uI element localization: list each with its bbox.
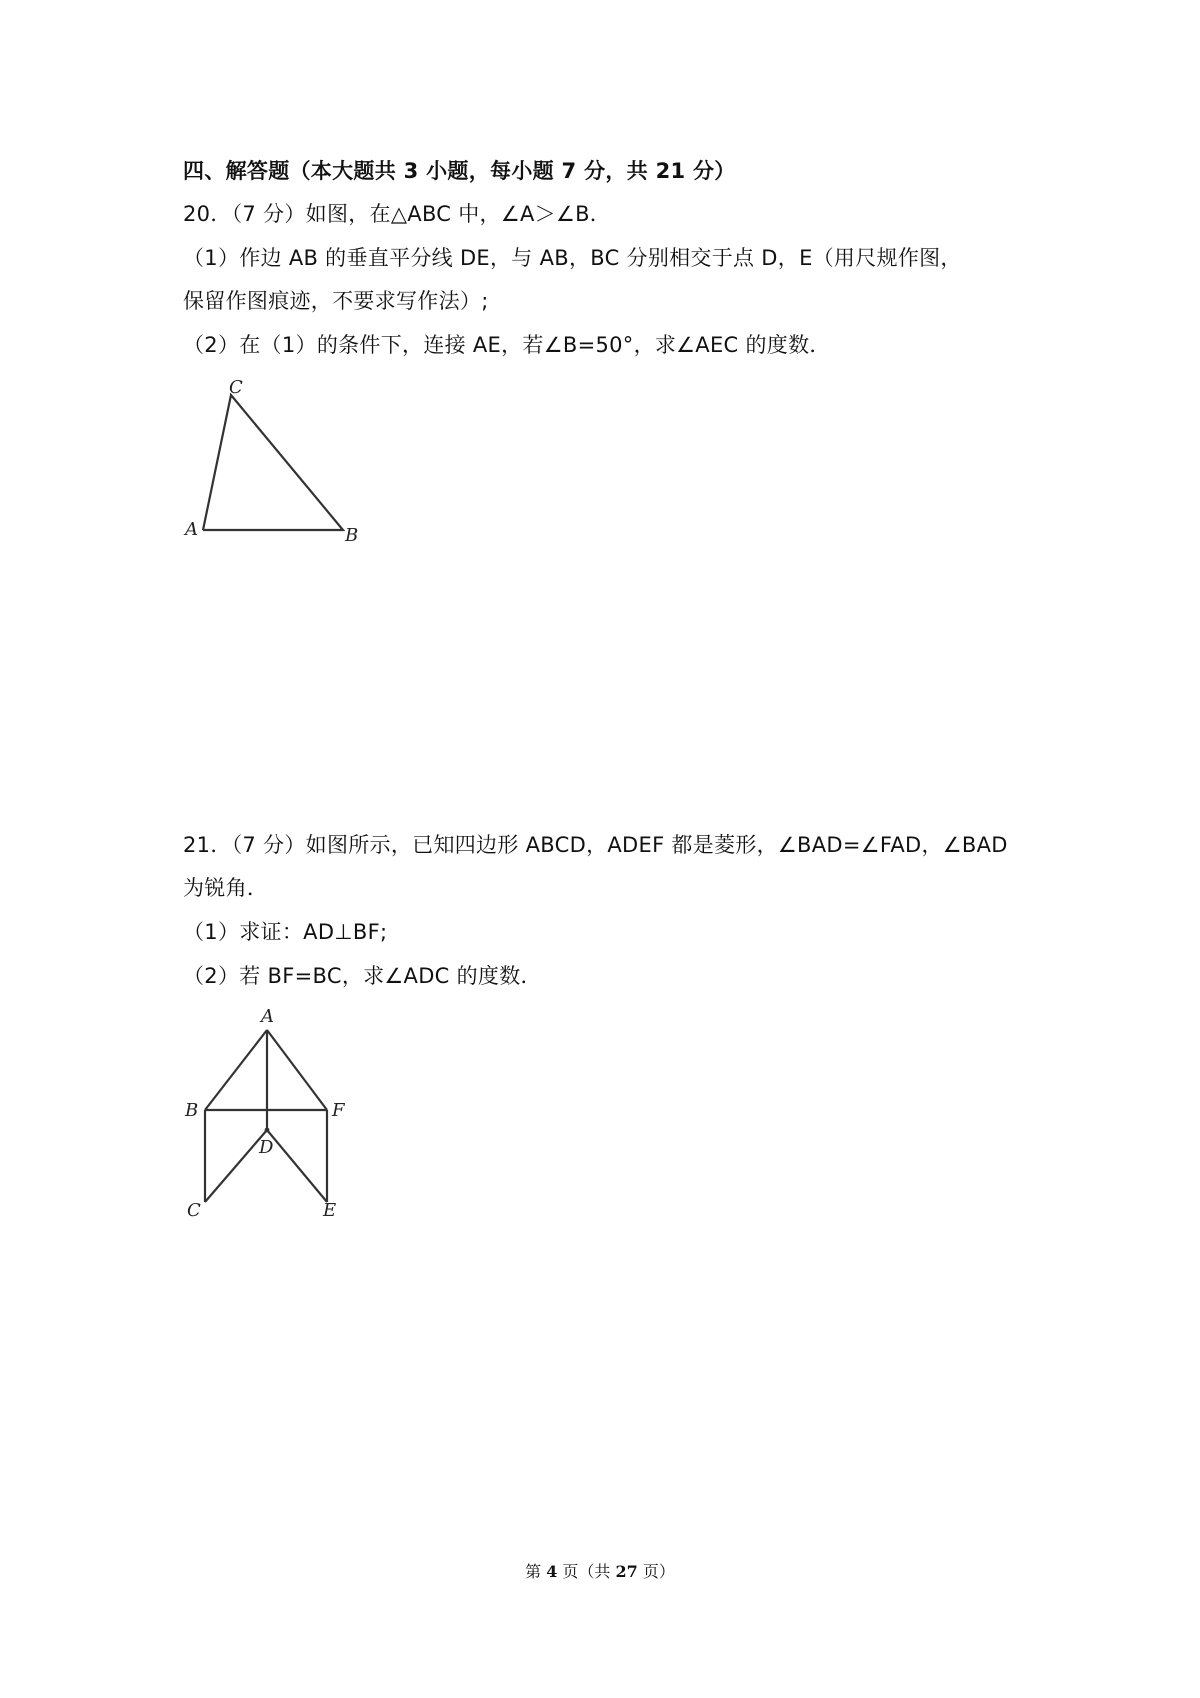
footer-page-number: 4 [546, 1562, 558, 1581]
label-f: F [332, 1100, 345, 1121]
label-e: E [323, 1200, 337, 1221]
label-a: A [185, 519, 198, 540]
triangle-abc [203, 395, 343, 530]
section-heading: 四、解答题（本大题共 3 小题，每小题 7 分，共 21 分） [183, 159, 736, 183]
label-b: B [185, 1100, 199, 1121]
q20-part1-line2: 保留作图痕迹，不要求写作法）; [183, 289, 489, 313]
footer-prefix: 第 [525, 1562, 542, 1581]
label-c: C [187, 1200, 201, 1221]
label-d: D [259, 1137, 274, 1158]
label-c: C [229, 380, 243, 398]
footer-middle: 页（共 [562, 1562, 611, 1581]
q21-rhombus-figure [175, 1000, 355, 1229]
q21-rhombus-svg [175, 1000, 355, 1225]
label-a: A [261, 1006, 274, 1027]
segment-de [267, 1130, 327, 1202]
q20-triangle-figure [175, 380, 375, 564]
segment-ab [205, 1030, 267, 1110]
label-b: B [345, 525, 359, 546]
footer-total-pages: 27 [615, 1562, 638, 1581]
segment-dc [205, 1130, 267, 1202]
footer-suffix: 页） [642, 1562, 675, 1581]
segment-af [267, 1030, 327, 1110]
q21-stem-line1: 21．（7 分）如图所示，已知四边形 ABCD，ADEF 都是菱形，∠BAD=∠FAD，∠BAD [183, 833, 1008, 857]
q20-part2: （2）在（1）的条件下，连接 AE，若∠B=50°，求∠AEC 的度数． [183, 333, 831, 357]
page-footer [0, 1562, 1200, 1582]
point-d [265, 1128, 270, 1133]
q21-stem-line2: 为锐角． [183, 876, 269, 900]
q20-stem: 20．（7 分）如图，在△ABC 中，∠A＞∠B． [183, 202, 612, 226]
q20-triangle-svg [175, 380, 375, 560]
q20-part1-line1: （1）作边 AB 的垂直平分线 DE，与 AB，BC 分别相交于点 D，E（用尺规作图， [183, 246, 962, 270]
q21-part2: （2）若 BF=BC，求∠ADC 的度数． [183, 964, 542, 988]
q21-part1: （1）求证：AD⊥BF; [183, 920, 388, 944]
